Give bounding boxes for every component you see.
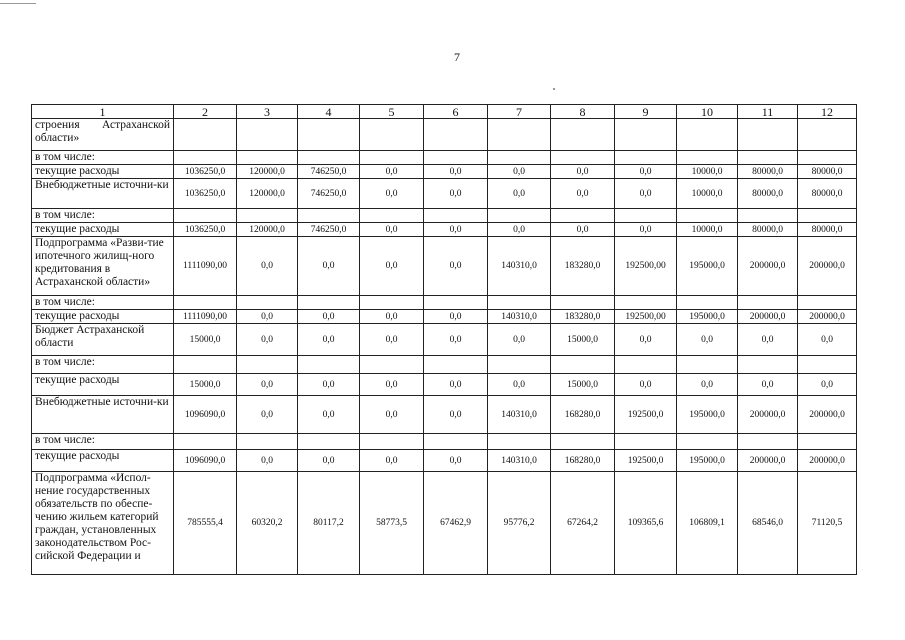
value-cell — [677, 434, 738, 450]
value-cell — [298, 434, 360, 450]
header-cell: 10 — [677, 105, 738, 119]
value-cell: 0,0 — [237, 237, 298, 296]
value-cell: 200000,0 — [738, 237, 798, 296]
value-cell: 0,0 — [360, 223, 424, 237]
value-cell: 0,0 — [424, 165, 488, 179]
table-row — [32, 310, 857, 324]
value-cell: 746250,0 — [298, 223, 360, 237]
header-cell: 1 — [32, 105, 174, 119]
header-cell: 9 — [615, 105, 677, 119]
value-cell — [298, 209, 360, 223]
value-cell — [551, 119, 615, 151]
value-cell — [174, 209, 237, 223]
value-cell: 15000,0 — [174, 324, 237, 356]
value-cell: 1036250,0 — [174, 223, 237, 237]
value-cell: 0,0 — [424, 450, 488, 472]
value-cell: 1036250,0 — [174, 179, 237, 209]
value-cell — [298, 119, 360, 151]
value-cell: 200000,0 — [738, 310, 798, 324]
value-cell — [798, 296, 857, 310]
value-cell — [237, 119, 298, 151]
value-cell: 195000,0 — [677, 237, 738, 296]
table-row — [32, 450, 857, 472]
budget-table — [31, 104, 857, 575]
row-label: в том числе: — [32, 434, 174, 450]
value-cell — [174, 434, 237, 450]
value-cell: 80000,0 — [798, 223, 857, 237]
value-cell — [551, 209, 615, 223]
value-cell: 0,0 — [298, 396, 360, 434]
value-cell — [360, 296, 424, 310]
value-cell — [424, 296, 488, 310]
corner-mark — [0, 0, 36, 4]
value-cell — [424, 209, 488, 223]
value-cell: 746250,0 — [298, 165, 360, 179]
value-cell: 120000,0 — [237, 179, 298, 209]
row-label: текущие расходы — [32, 310, 174, 324]
scan-speck — [553, 88, 555, 90]
value-cell — [738, 356, 798, 374]
table-row — [32, 223, 857, 237]
value-cell — [174, 151, 237, 165]
value-cell — [677, 151, 738, 165]
value-cell — [551, 434, 615, 450]
value-cell: 183280,0 — [551, 237, 615, 296]
value-cell: 0,0 — [677, 324, 738, 356]
table-row — [32, 374, 857, 396]
value-cell — [488, 119, 551, 151]
value-cell — [798, 434, 857, 450]
value-cell — [488, 434, 551, 450]
value-cell: 0,0 — [360, 237, 424, 296]
value-cell — [488, 209, 551, 223]
table-row — [32, 151, 857, 165]
value-cell: 0,0 — [360, 324, 424, 356]
value-cell: 109365,6 — [615, 472, 677, 575]
value-cell — [677, 119, 738, 151]
row-label: Внебюджетные источни-ки — [32, 179, 174, 209]
value-cell — [615, 356, 677, 374]
value-cell — [551, 296, 615, 310]
value-cell: 140310,0 — [488, 237, 551, 296]
table-row — [32, 296, 857, 310]
value-cell — [298, 296, 360, 310]
row-label: Подпрограмма «Испол-нение государственных обязательств по обеспе-чению жильем категорий граждан, установленных законодательством Рос-сийской Федерации и — [32, 472, 174, 575]
value-cell: 71120,5 — [798, 472, 857, 575]
value-cell — [677, 209, 738, 223]
value-cell: 0,0 — [424, 237, 488, 296]
value-cell: 80000,0 — [738, 223, 798, 237]
value-cell: 0,0 — [738, 324, 798, 356]
value-cell — [738, 209, 798, 223]
value-cell: 168280,0 — [551, 450, 615, 472]
value-cell — [360, 151, 424, 165]
header-cell: 3 — [237, 105, 298, 119]
value-cell: 200000,0 — [798, 237, 857, 296]
value-cell: 0,0 — [298, 374, 360, 396]
page-number: 7 — [454, 50, 460, 64]
value-cell: 0,0 — [488, 179, 551, 209]
value-cell — [237, 209, 298, 223]
value-cell: 0,0 — [360, 165, 424, 179]
header-cell: 7 — [488, 105, 551, 119]
value-cell — [488, 296, 551, 310]
value-cell: 0,0 — [488, 165, 551, 179]
value-cell: 200000,0 — [798, 396, 857, 434]
header-cell: 12 — [798, 105, 857, 119]
value-cell: 0,0 — [615, 223, 677, 237]
value-cell: 80000,0 — [798, 179, 857, 209]
value-cell: 1096090,0 — [174, 396, 237, 434]
value-cell — [738, 151, 798, 165]
value-cell: 80000,0 — [798, 165, 857, 179]
value-cell — [360, 434, 424, 450]
row-label: текущие расходы — [32, 223, 174, 237]
value-cell: 80000,0 — [738, 165, 798, 179]
value-cell: 67462,9 — [424, 472, 488, 575]
value-cell — [360, 209, 424, 223]
value-cell: 195000,0 — [677, 450, 738, 472]
value-cell — [360, 356, 424, 374]
value-cell: 140310,0 — [488, 310, 551, 324]
table-row — [32, 209, 857, 223]
value-cell — [798, 209, 857, 223]
value-cell — [615, 434, 677, 450]
value-cell: 0,0 — [615, 179, 677, 209]
value-cell: 0,0 — [298, 324, 360, 356]
value-cell: 0,0 — [424, 223, 488, 237]
value-cell — [174, 356, 237, 374]
value-cell: 0,0 — [488, 223, 551, 237]
row-label: текущие расходы — [32, 165, 174, 179]
header-cell: 6 — [424, 105, 488, 119]
value-cell — [424, 434, 488, 450]
value-cell — [237, 151, 298, 165]
value-cell: 192500,00 — [615, 310, 677, 324]
value-cell: 60320,2 — [237, 472, 298, 575]
value-cell: 0,0 — [488, 324, 551, 356]
value-cell: 106809,1 — [677, 472, 738, 575]
value-cell: 0,0 — [424, 310, 488, 324]
value-cell: 0,0 — [237, 396, 298, 434]
row-label: в том числе: — [32, 151, 174, 165]
value-cell: 0,0 — [738, 374, 798, 396]
value-cell: 195000,0 — [677, 310, 738, 324]
value-cell — [298, 151, 360, 165]
value-cell — [615, 209, 677, 223]
value-cell: 15000,0 — [174, 374, 237, 396]
value-cell — [174, 296, 237, 310]
value-cell: 0,0 — [298, 310, 360, 324]
value-cell: 120000,0 — [237, 223, 298, 237]
value-cell — [677, 356, 738, 374]
row-label: Бюджет Астраханской области — [32, 324, 174, 356]
value-cell: 0,0 — [551, 179, 615, 209]
value-cell: 200000,0 — [738, 396, 798, 434]
value-cell: 0,0 — [298, 450, 360, 472]
value-cell: 0,0 — [237, 374, 298, 396]
value-cell — [615, 151, 677, 165]
value-cell: 140310,0 — [488, 396, 551, 434]
value-cell: 140310,0 — [488, 450, 551, 472]
value-cell: 0,0 — [551, 165, 615, 179]
table-row — [32, 356, 857, 374]
value-cell: 0,0 — [360, 310, 424, 324]
header-cell: 11 — [738, 105, 798, 119]
value-cell: 0,0 — [237, 310, 298, 324]
value-cell: 1036250,0 — [174, 165, 237, 179]
table-row — [32, 396, 857, 434]
value-cell: 192500,00 — [615, 237, 677, 296]
value-cell — [360, 119, 424, 151]
value-cell — [798, 356, 857, 374]
value-cell: 200000,0 — [798, 450, 857, 472]
value-cell — [424, 151, 488, 165]
value-cell: 785555,4 — [174, 472, 237, 575]
value-cell: 1096090,0 — [174, 450, 237, 472]
value-cell: 0,0 — [298, 237, 360, 296]
value-cell: 0,0 — [798, 374, 857, 396]
value-cell — [738, 296, 798, 310]
value-cell — [237, 434, 298, 450]
table-row — [32, 434, 857, 450]
value-cell: 0,0 — [360, 374, 424, 396]
value-cell: 0,0 — [424, 179, 488, 209]
value-cell: 183280,0 — [551, 310, 615, 324]
header-row — [32, 105, 857, 119]
value-cell: 0,0 — [237, 450, 298, 472]
value-cell: 0,0 — [615, 324, 677, 356]
value-cell: 0,0 — [424, 396, 488, 434]
value-cell — [798, 151, 857, 165]
header-cell: 5 — [360, 105, 424, 119]
value-cell: 0,0 — [424, 374, 488, 396]
value-cell: 0,0 — [237, 324, 298, 356]
row-label: текущие расходы — [32, 450, 174, 472]
value-cell: 0,0 — [615, 374, 677, 396]
value-cell — [237, 296, 298, 310]
value-cell: 195000,0 — [677, 396, 738, 434]
value-cell — [677, 296, 738, 310]
value-cell — [488, 356, 551, 374]
value-cell — [615, 119, 677, 151]
value-cell: 1111090,00 — [174, 310, 237, 324]
value-cell: 0,0 — [677, 374, 738, 396]
value-cell — [298, 356, 360, 374]
table-row — [32, 179, 857, 209]
header-cell: 8 — [551, 105, 615, 119]
table-row — [32, 472, 857, 575]
value-cell — [615, 296, 677, 310]
value-cell: 58773,5 — [360, 472, 424, 575]
value-cell: 0,0 — [360, 396, 424, 434]
value-cell: 1111090,00 — [174, 237, 237, 296]
value-cell: 15000,0 — [551, 374, 615, 396]
value-cell: 68546,0 — [738, 472, 798, 575]
row-label: в том числе: — [32, 296, 174, 310]
value-cell: 10000,0 — [677, 223, 738, 237]
value-cell: 0,0 — [360, 179, 424, 209]
value-cell: 10000,0 — [677, 179, 738, 209]
header-cell: 2 — [174, 105, 237, 119]
table-row — [32, 237, 857, 296]
row-label: строения Астраханской области» — [32, 119, 174, 151]
table-row — [32, 119, 857, 151]
value-cell — [488, 151, 551, 165]
value-cell: 192500,0 — [615, 450, 677, 472]
row-label: в том числе: — [32, 209, 174, 223]
value-cell: 192500,0 — [615, 396, 677, 434]
value-cell: 95776,2 — [488, 472, 551, 575]
row-label: Внебюджетные источни-ки — [32, 396, 174, 434]
row-label: Подпрограмма «Разви-тие ипотечного жилищ-ного кредитования в Астраханской области» — [32, 237, 174, 296]
row-label: текущие расходы — [32, 374, 174, 396]
value-cell: 15000,0 — [551, 324, 615, 356]
header-cell: 4 — [298, 105, 360, 119]
row-label: в том числе: — [32, 356, 174, 374]
value-cell — [424, 356, 488, 374]
value-cell: 120000,0 — [237, 165, 298, 179]
value-cell: 0,0 — [615, 165, 677, 179]
value-cell: 200000,0 — [738, 450, 798, 472]
value-cell: 0,0 — [551, 223, 615, 237]
value-cell: 168280,0 — [551, 396, 615, 434]
value-cell — [424, 119, 488, 151]
value-cell: 0,0 — [424, 324, 488, 356]
value-cell: 80117,2 — [298, 472, 360, 575]
value-cell — [738, 434, 798, 450]
value-cell — [798, 119, 857, 151]
value-cell: 0,0 — [360, 450, 424, 472]
value-cell — [237, 356, 298, 374]
table-row — [32, 324, 857, 356]
value-cell: 0,0 — [798, 324, 857, 356]
value-cell: 0,0 — [488, 374, 551, 396]
value-cell — [738, 119, 798, 151]
value-cell — [551, 151, 615, 165]
value-cell: 67264,2 — [551, 472, 615, 575]
value-cell — [174, 119, 237, 151]
value-cell — [551, 356, 615, 374]
value-cell: 10000,0 — [677, 165, 738, 179]
table-row — [32, 165, 857, 179]
value-cell: 200000,0 — [798, 310, 857, 324]
value-cell: 746250,0 — [298, 179, 360, 209]
value-cell: 80000,0 — [738, 179, 798, 209]
